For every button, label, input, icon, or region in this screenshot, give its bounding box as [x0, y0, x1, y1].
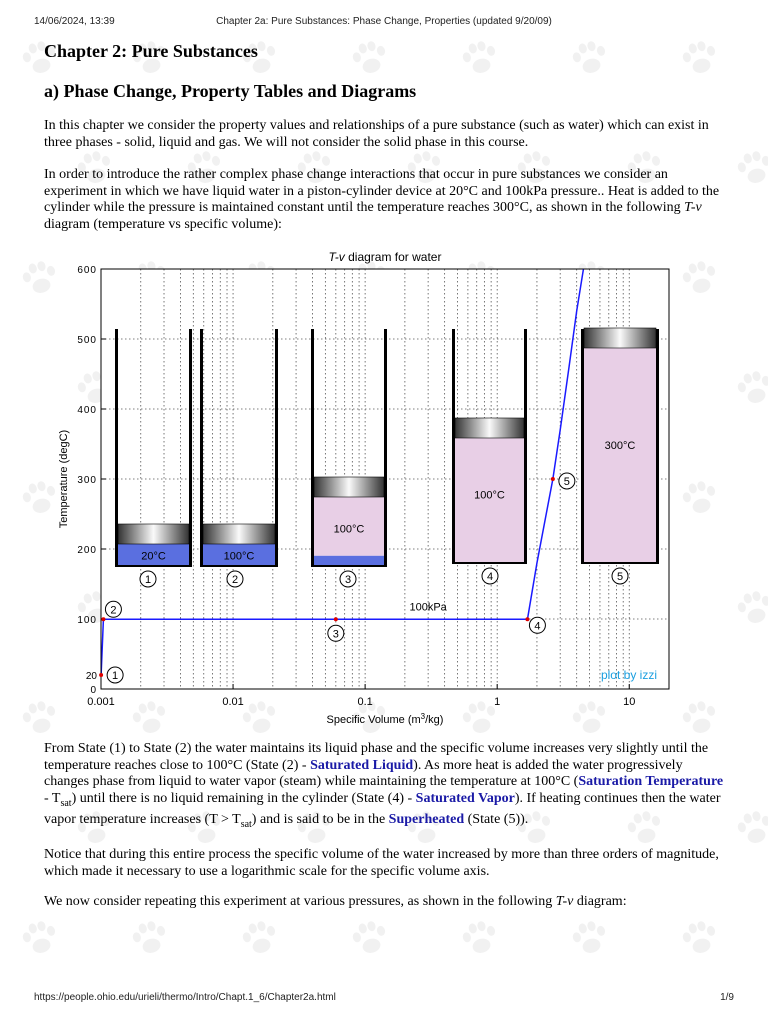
paw-print-icon	[735, 808, 768, 846]
tv-diagram-chart	[0, 247, 768, 737]
paw-print-icon	[20, 918, 60, 956]
state-number: 2	[110, 604, 117, 617]
print-datetime: 14/06/2024, 13:39	[34, 16, 115, 27]
cylinder-state-number: 1	[144, 574, 152, 586]
experiment-text: In order to introduce the rather complex phase change interactions that occur in pure substances we consider an experiment in which we have liquid water in a piston-cylinder device at 20°C and 100kPa pressure.. Heat is added to the cylinder while the pressure is maintained constant until the temperature reaches 300°C, as shown in the following	[44, 167, 720, 215]
x-tick-label: 1	[494, 696, 501, 708]
cylinder-state-number: 3	[344, 574, 352, 586]
chart-title-rest: diagram for water	[344, 250, 442, 264]
state-marker	[551, 477, 555, 481]
states-text-c: - T	[44, 790, 61, 806]
piston	[584, 328, 656, 348]
y-tick-label: 0	[90, 685, 97, 696]
y-tick-label: 400	[77, 405, 97, 416]
cylinder-temp-label: 20°C	[141, 550, 166, 563]
term-superheated[interactable]: Superheated	[388, 811, 465, 827]
states-text-d: ) until there is no liquid remaining in the cylinder (State (4) -	[71, 790, 416, 806]
cylinder-temp-label: 100°C	[223, 550, 255, 563]
y-tick-label: 300	[77, 475, 97, 486]
sat-subscript: sat	[60, 797, 72, 809]
term-saturated-vapor[interactable]: Saturated Vapor	[415, 790, 515, 806]
state-number: 5	[563, 476, 570, 488]
term-saturated-liquid[interactable]: Saturated Liquid	[310, 757, 414, 773]
state-marker	[525, 617, 529, 621]
section-title: a) Phase Change, Property Tables and Diagrams	[44, 81, 417, 101]
paw-print-icon	[350, 918, 390, 956]
chart-title	[329, 250, 442, 264]
piston	[455, 418, 524, 438]
piston	[118, 524, 189, 544]
next-tail: diagram:	[573, 894, 627, 910]
x-tick-label: 0.01	[222, 696, 244, 708]
tv-italic: T-v	[684, 200, 702, 215]
states-text-f: ) and is said to be in the	[251, 811, 389, 827]
next-diagram-paragraph	[44, 894, 728, 911]
vapor-region	[584, 348, 656, 564]
states-text-a: From State (1) to State (2) the water maintains its liquid phase and the specific volume increases very slightly until the temperature reaches close to 100°C (State (2) -	[44, 741, 709, 773]
isobar-label: 100kPa	[409, 601, 447, 614]
cylinder-temp-label: 100°C	[474, 489, 505, 502]
x-tick-label: 0.1	[357, 696, 373, 708]
next-text: We now consider repeating this experiment at various pressures, as shown in the following	[44, 894, 556, 910]
paw-print-icon	[240, 918, 280, 956]
states-text-e: ). If heating continues then the water vapor temperature increases (T > T	[44, 790, 721, 827]
cylinder-temp-label: 100°C	[333, 523, 365, 536]
state-marker	[334, 617, 338, 621]
paw-print-icon	[130, 918, 170, 956]
cylinder-state-number: 2	[231, 574, 239, 586]
x-tick-label: 0.001	[87, 696, 115, 708]
piston	[203, 524, 275, 544]
cylinder-5	[581, 328, 659, 584]
paw-print-icon	[460, 918, 500, 956]
states-paragraph	[44, 741, 728, 833]
cylinder-state-number: 5	[616, 571, 624, 583]
paw-print-icon	[570, 918, 610, 956]
print-title: Chapter 2a: Pure Substances: Phase Change, Properties (updated 9/20/09)	[216, 16, 552, 27]
x-tick-label: 10	[623, 696, 636, 708]
y-tick-label: 20	[85, 671, 97, 682]
y-tick-label: 500	[77, 335, 97, 346]
log-scale-paragraph: Notice that during this entire process the specific volume of the water increased by more than three orders of magnitude, which made it necessary to use a logarithmic scale for the specific volume axis.	[44, 847, 719, 879]
experiment-paragraph	[44, 167, 728, 233]
term-saturation-temperature[interactable]: Saturation Temperature	[578, 774, 724, 789]
cylinder-temp-label: 300°C	[604, 440, 636, 453]
chart-title-italic: T-v	[328, 250, 345, 264]
y-tick-label: 600	[77, 265, 97, 276]
y-tick-label: 100	[77, 615, 97, 626]
x-axis-label: Specific Volume $(m^3/kg)$	[326, 712, 444, 726]
state-number: 4	[534, 620, 541, 633]
paw-print-icon	[735, 148, 768, 186]
plot-credit: plot by izzi	[600, 668, 657, 682]
document-body	[44, 38, 728, 911]
tv-italic: T-v	[555, 894, 574, 910]
sat-subscript: sat	[240, 818, 252, 830]
paw-print-icon	[680, 918, 720, 956]
state-marker	[101, 617, 105, 621]
cylinder-state-number: 4	[486, 571, 494, 583]
print-page-number: 1/9	[720, 992, 734, 1003]
states-text-g: (State (5)).	[464, 811, 529, 827]
state-number: 3	[332, 628, 339, 641]
states-text-b: ). As more heat is added the water progressively changes phase from liquid to water vapor (steam) while maintaining the temperature at 100°C (	[44, 757, 683, 789]
state-number: 1	[112, 670, 119, 682]
y-axis-label: Temperature (degC)	[58, 429, 70, 529]
y-tick-label: 200	[77, 545, 97, 556]
chapter-title: Chapter 2: Pure Substances	[44, 41, 258, 61]
intro-paragraph: In this chapter we consider the property values and relationships of a pure substance (such as water) which can exist in three phases - solid, liquid and gas. We will not consider the solid phase in this course.	[44, 118, 709, 150]
piston	[314, 477, 384, 497]
experiment-tail: diagram (temperature vs specific volume):	[44, 216, 282, 232]
print-url: https://people.ohio.edu/urieli/thermo/Intro/Chapt.1_6/Chapter2a.html	[34, 992, 336, 1003]
state-marker	[99, 673, 103, 677]
